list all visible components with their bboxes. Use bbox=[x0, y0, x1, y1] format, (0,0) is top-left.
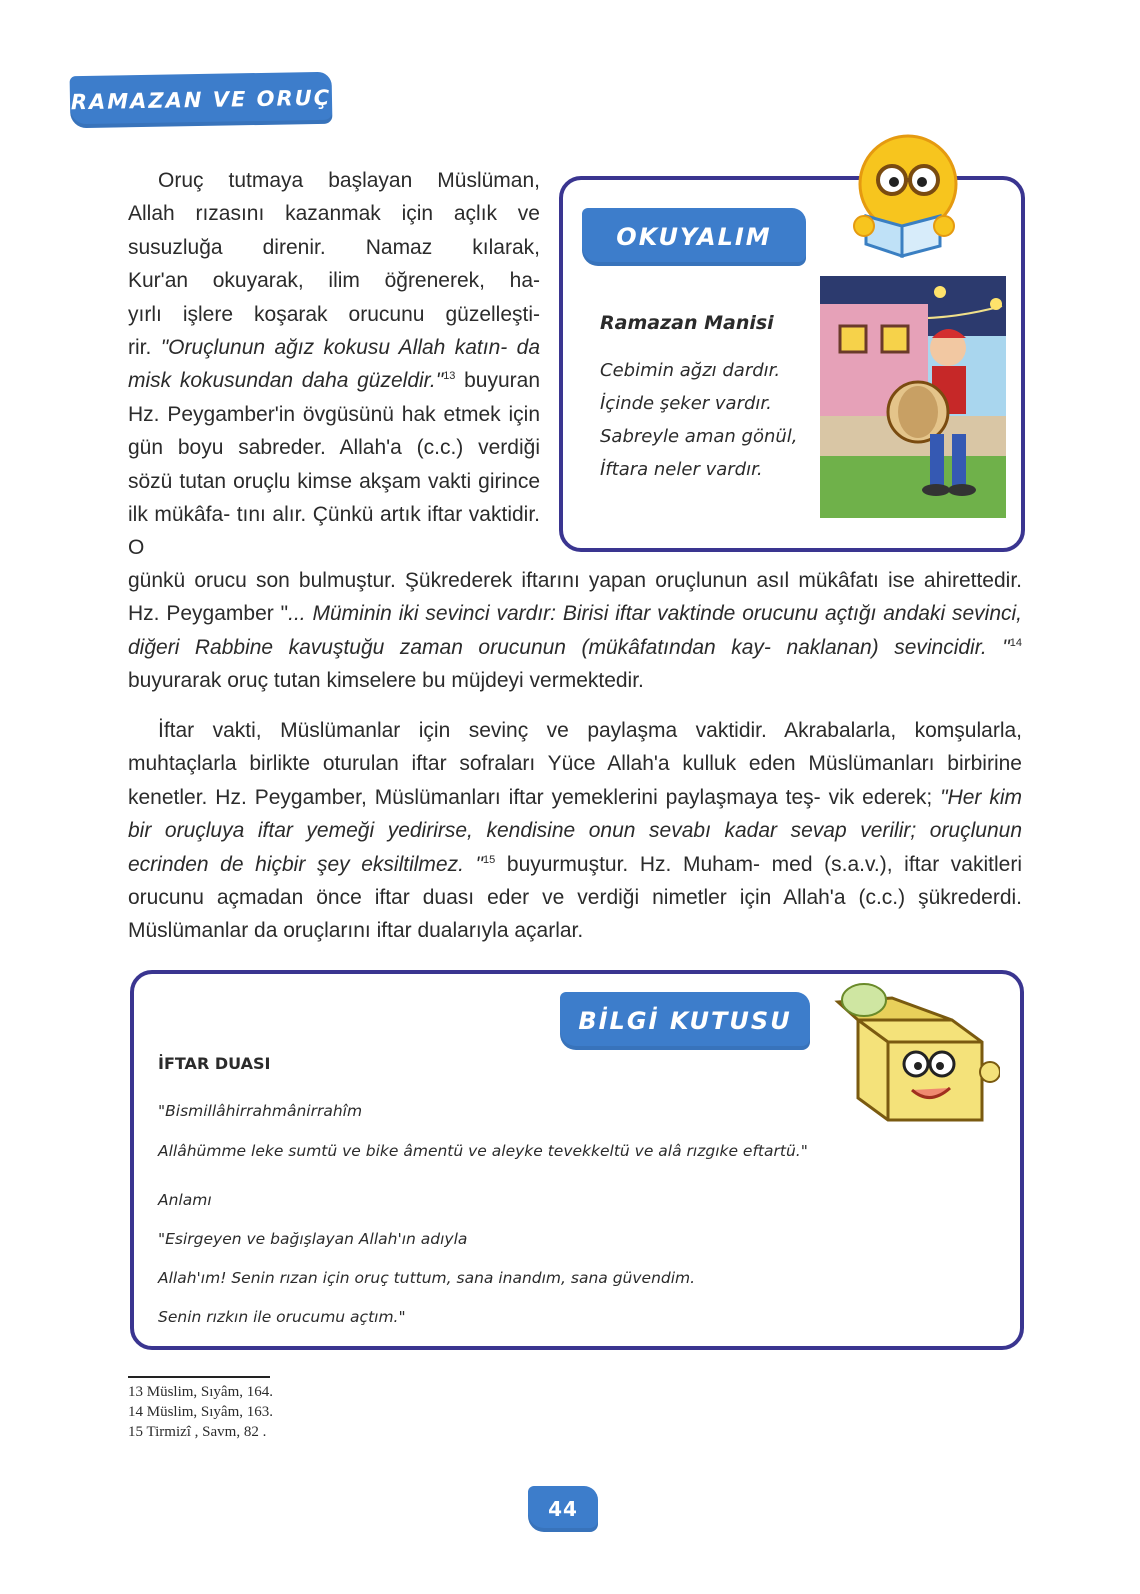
text-line: yırlı işlere koşarak orucunu güzelleşti- bbox=[128, 302, 540, 326]
text-run: buyurarak oruç tutan kimselere bu müjdeyi vermektedir. bbox=[128, 669, 644, 693]
drummer-boy-illustration bbox=[820, 276, 1006, 518]
poem-line: İftara neler vardır. bbox=[600, 459, 763, 480]
text-run: günkü orucu son bulmuştur. Şükrederek iftarını yapan oruçlunun asıl mükâfatı ise ahirettedir. Hz. Peygamber " bbox=[128, 569, 1022, 626]
dua-line: "Bismillâhirrahmânirrahîm bbox=[158, 1102, 363, 1120]
section-title: RAMAZAN VE ORUÇ bbox=[70, 85, 332, 115]
meaning-line: Senin rızkın ile orucumu açtım." bbox=[158, 1308, 406, 1326]
paragraph-2 bbox=[128, 714, 1022, 948]
text-run: İftar vakti, Müslümanlar için sevinç ve paylaşma vaktidir. Akrabalarla, komşularla, muhtaçlarla birlikte oturulan iftar sofraları Yüce Allah'a kulluk eden Müslümanları birbirine kenetler. Hz. Peygamber, Müslümanları iftar yemeklerini paylaşmaya teş- vik ederek; bbox=[128, 719, 1022, 809]
footnote-ref-15: 15 bbox=[483, 853, 496, 866]
bilgi-kutusu-label bbox=[560, 992, 810, 1050]
box-mascot-icon bbox=[832, 980, 1000, 1130]
poem-line: Cebimin ağzı dardır. bbox=[600, 360, 781, 381]
section-header bbox=[70, 72, 333, 129]
quote-close: " bbox=[986, 635, 1010, 659]
meaning-heading: Anlamı bbox=[158, 1191, 212, 1209]
footnote-divider bbox=[128, 1376, 270, 1378]
footnote-14: 14 Müslim, Sıyâm, 163. bbox=[128, 1404, 274, 1420]
text-line: Allah rızasını kazanmak için açlık ve bbox=[128, 202, 540, 226]
okuyalim-label-text: OKUYALIM bbox=[616, 223, 772, 251]
hadith-quote-2: ... Müminin iki sevinci vardır: Birisi iftar vaktinde orucunu açtığı andaki sevinci, diğeri Rabbine kavuştuğu zaman orucunun (mükâfatından kay- naklanan) sevincidir. bbox=[128, 602, 1023, 659]
text-line: susuzluğa direnir. Namaz kılarak, bbox=[128, 235, 540, 259]
text-line: Kur'an okuyarak, ilim öğrenerek, ha- bbox=[128, 269, 540, 293]
page-number bbox=[528, 1486, 598, 1532]
footnote-15: 15 Tirmizî , Savm, 82 . bbox=[128, 1424, 267, 1440]
iftar-duasi-heading: İFTAR DUASI bbox=[158, 1054, 271, 1073]
text-run: rir. bbox=[128, 336, 161, 360]
paragraph-1-column bbox=[128, 164, 540, 565]
poem-line: Sabreyle aman gönül, bbox=[600, 426, 798, 447]
footnote-ref-14: 14 bbox=[1009, 636, 1023, 649]
poem-title: Ramazan Manisi bbox=[600, 312, 774, 334]
meaning-line: "Esirgeyen ve bağışlayan Allah'ın adıyla bbox=[158, 1230, 468, 1248]
hadith-quote-3: "Her kim bir oruçluya iftar yemeği yedirirse, kendisine onun sevabı kadar sevap verilir; oruçlunun ecrinden de hiçbir şey eksiltilmez. " bbox=[128, 785, 1022, 876]
paragraph-1-continued bbox=[128, 564, 1022, 698]
dua-line: Allâhümme leke sumtü ve bike âmentü ve aleyke tevekkeltü ve alâ rızgıke eftartü." bbox=[158, 1142, 808, 1160]
text-line: Oruç tutmaya başlayan Müslüman, bbox=[158, 169, 540, 192]
text-run: buyurmuştur. Hz. Muham- med (s.a.v.), iftar vakitleri orucunu açmadan önce iftar duası eder ve verdiği nimetler için Allah'a (c.c.) şükrederdi. Müslümanlar da oruçlarını iftar dualarıyla açarlar. bbox=[128, 852, 1022, 943]
footnote-13: 13 Müslim, Sıyâm, 164. bbox=[128, 1384, 274, 1400]
text-run: buyuran Hz. Peygamber'in övgüsünü hak etmek için gün boyu sabreder. Allah'a (c.c.) verdiği sözü tutan oruçlu kimse akşam vakti girince ilk mükâfa- tını alır. Çünkü artık iftar vaktidir. O bbox=[128, 369, 540, 560]
paragraph-1-rest bbox=[128, 331, 540, 565]
meaning-line: Allah'ım! Senin rızan için oruç tuttum, sana inandım, sana güvendim. bbox=[158, 1269, 696, 1287]
bilgi-kutusu-label-text: BİLGİ KUTUSU bbox=[578, 1007, 792, 1035]
page-number-text: 44 bbox=[548, 1497, 578, 1521]
reading-emoji-icon bbox=[836, 130, 964, 260]
okuyalim-label bbox=[582, 208, 806, 266]
footnote-ref-13: 13 bbox=[443, 370, 456, 383]
poem-line: İçinde şeker vardır. bbox=[600, 393, 772, 414]
hadith-quote-1: "Oruçlunun ağız kokusu Allah katın- da misk kokusundan daha güzeldir." bbox=[128, 336, 540, 393]
